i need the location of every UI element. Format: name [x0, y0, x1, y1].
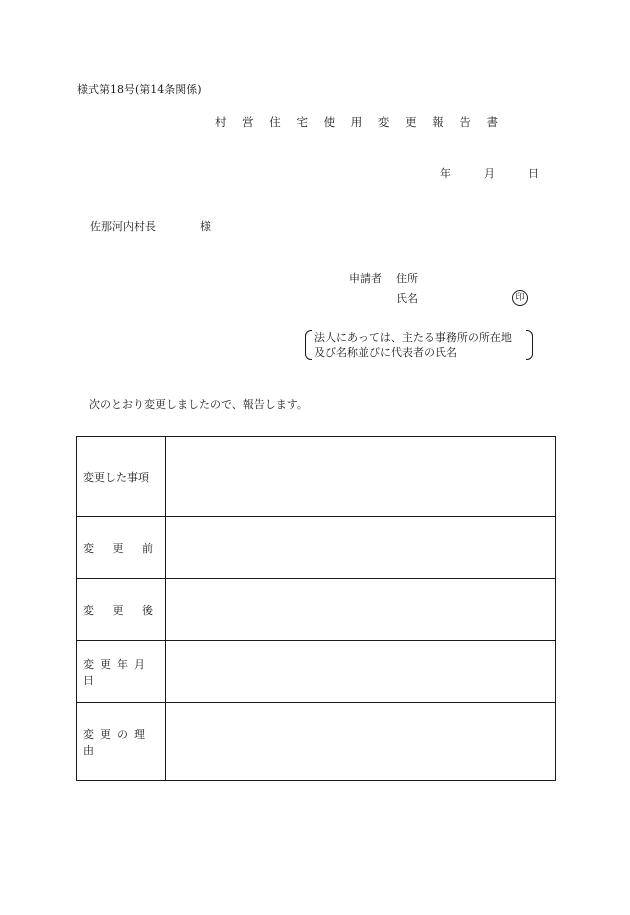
- table-row: [77, 437, 556, 517]
- row-value-change-date[interactable]: [166, 641, 556, 703]
- recipient-honorific: 様: [200, 220, 211, 233]
- recipient: [90, 220, 211, 233]
- table-row: [77, 517, 556, 579]
- applicant-label: 申請者: [349, 272, 382, 285]
- row-value-changed-item[interactable]: [166, 437, 556, 517]
- document-title: 村 営 住 宅 使 用 変 更 報 告 書: [215, 115, 505, 129]
- address-label: 住所: [396, 272, 418, 285]
- corporate-note: [305, 330, 533, 360]
- date-year-label: 年: [440, 167, 451, 180]
- right-bracket: [526, 330, 533, 360]
- row-label-after: 変 更 後: [77, 579, 166, 641]
- row-label-before: 変 更 前: [77, 517, 166, 579]
- row-label-change-reason: 変更の理由: [77, 703, 166, 781]
- corporate-note-line1: 法人にあっては、主たる事務所の所在地: [314, 331, 512, 344]
- row-label-changed-item: 変更した事項: [77, 437, 166, 517]
- row-value-after[interactable]: [166, 579, 556, 641]
- name-label: 氏名: [396, 292, 418, 305]
- corporate-note-line2: 及び名称並びに代表者の氏名: [314, 346, 457, 359]
- left-bracket: [305, 330, 312, 360]
- row-value-change-reason[interactable]: [166, 703, 556, 781]
- table-row: [77, 703, 556, 781]
- row-value-before[interactable]: [166, 517, 556, 579]
- date-day-label: 日: [528, 167, 539, 180]
- form-number: 様式第18号(第14条関係): [77, 83, 202, 96]
- table-row: [77, 641, 556, 703]
- table-row: [77, 579, 556, 641]
- row-label-change-date: 変更年月日: [77, 641, 166, 703]
- seal-mark: 印: [512, 290, 528, 306]
- date-month-label: 月: [484, 167, 495, 180]
- date-line: [440, 167, 539, 180]
- instruction-text: 次のとおり変更しましたので、報告します。: [89, 398, 308, 411]
- recipient-name: 佐那河内村長: [90, 220, 156, 233]
- change-table: [76, 436, 556, 781]
- corporate-note-text: [314, 330, 512, 360]
